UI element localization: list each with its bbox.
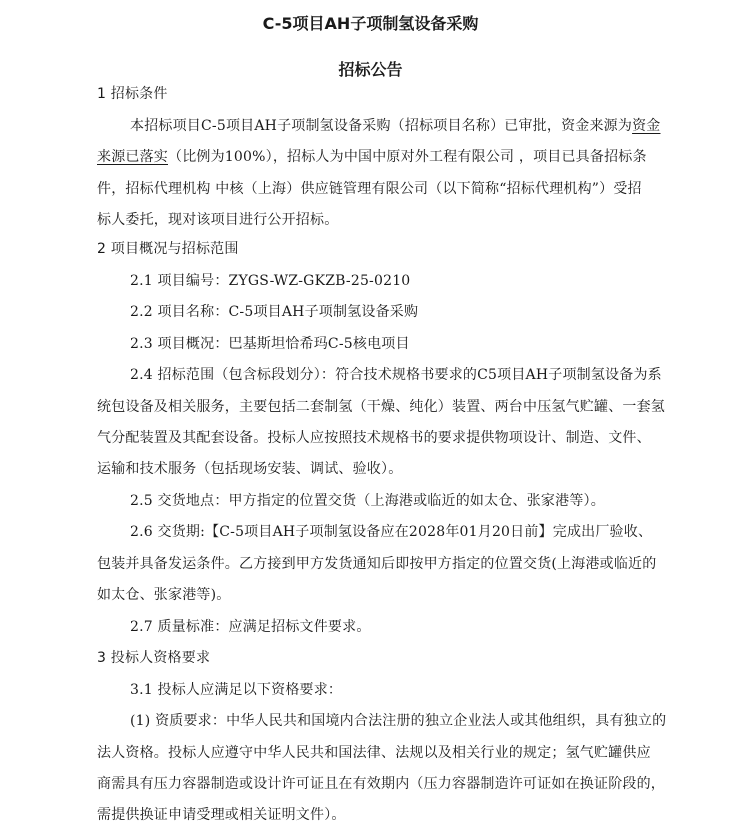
section-1-heading: 1 招标条件 [97, 86, 168, 102]
section-2-heading: 2 项目概况与招标范围 [97, 241, 239, 257]
item-2-2: 2.2 项目名称：C-5项目AH子项制氢设备采购 [130, 304, 419, 320]
item-2-4-line-4: 运输和技术服务（包括现场安装、调试、验收）。 [97, 461, 403, 477]
item-2-4-line-2: 统包设备及相关服务，主要包括二套制氢（干燥、纯化）装置、两台中压氢气贮罐、一套氢 [97, 399, 665, 415]
section-1-paragraph-line-2 [97, 147, 647, 167]
item-2-1: 2.1 项目编号：ZYGS-WZ-GKZB-25-0210 [130, 273, 411, 289]
document-subtitle: 招标公告 [338, 60, 403, 79]
section-1-text: （比例为100%），招标人为中国中原对外工程有限公司 ，项目已具备招标条 [168, 149, 647, 165]
item-3-1-1-line-2: 法人资格。投标人应遵守中华人民共和国法律、法规以及相关行业的规定；氢气贮罐供应 [97, 745, 651, 761]
section-3-heading: 3 投标人资格要求 [97, 650, 211, 666]
item-3-1-1-line-4: 需提供换证申请受理或相关证明文件）。 [97, 807, 346, 823]
item-2-6-line-3: 如太仓、张家港等)。 [97, 587, 231, 603]
item-2-6-line-2: 包装并具备发运条件。乙方接到甲方发货通知后即按甲方指定的位置交货(上海港或临近的 [97, 556, 657, 572]
item-2-3: 2.3 项目概况：巴基斯坦恰希玛C-5核电项目 [130, 336, 410, 352]
item-2-4-line-3: 气分配装置及其配套设备。投标人应按照技术规格书的要求提供物项设计、制造、文件、 [97, 430, 651, 446]
funding-source-underlined-cont: 来源已落实 [97, 149, 168, 165]
section-1-text: 本招标项目C-5项目AH子项制氢设备采购（招标项目名称）已审批，资金来源为 [130, 118, 633, 134]
section-1-paragraph-line-1 [130, 116, 660, 136]
item-3-1: 3.1 投标人应满足以下资格要求： [130, 682, 343, 698]
item-2-4-line-1: 2.4 招标范围（包含标段划分）：符合技术规格书要求的C5项目AH子项制氢设备为系 [130, 367, 662, 383]
item-2-5: 2.5 交货地点：甲方指定的位置交货（上海港或临近的如太仓、张家港等）。 [130, 493, 605, 509]
section-1-paragraph-line-4: 标人委托，现对该项目进行公开招标。 [97, 212, 339, 228]
item-2-7: 2.7 质量标准：应满足招标文件要求。 [130, 619, 371, 635]
document-title: C-5项目AH子项制氢设备采购 [262, 14, 479, 33]
item-3-1-1-line-3: 商需具有压力容器制造或设计许可证且在有效期内（压力容器制造许可证如在换证阶段的， [97, 776, 665, 792]
section-1-paragraph-line-3: 件，招标代理机构 中核（上海）供应链管理有限公司（以下简称“招标代理机构”）受招 [97, 181, 642, 197]
item-2-6-line-1: 2.6 交货期:【C-5项目AH子项制氢设备应在2028年01月20日前】完成出厂验收、 [130, 524, 653, 540]
funding-source-underlined: 资金 [632, 118, 661, 134]
item-3-1-1-line-1: (1) 资质要求：中华人民共和国境内合法注册的独立企业法人或其他组织，具有独立的 [130, 713, 667, 729]
